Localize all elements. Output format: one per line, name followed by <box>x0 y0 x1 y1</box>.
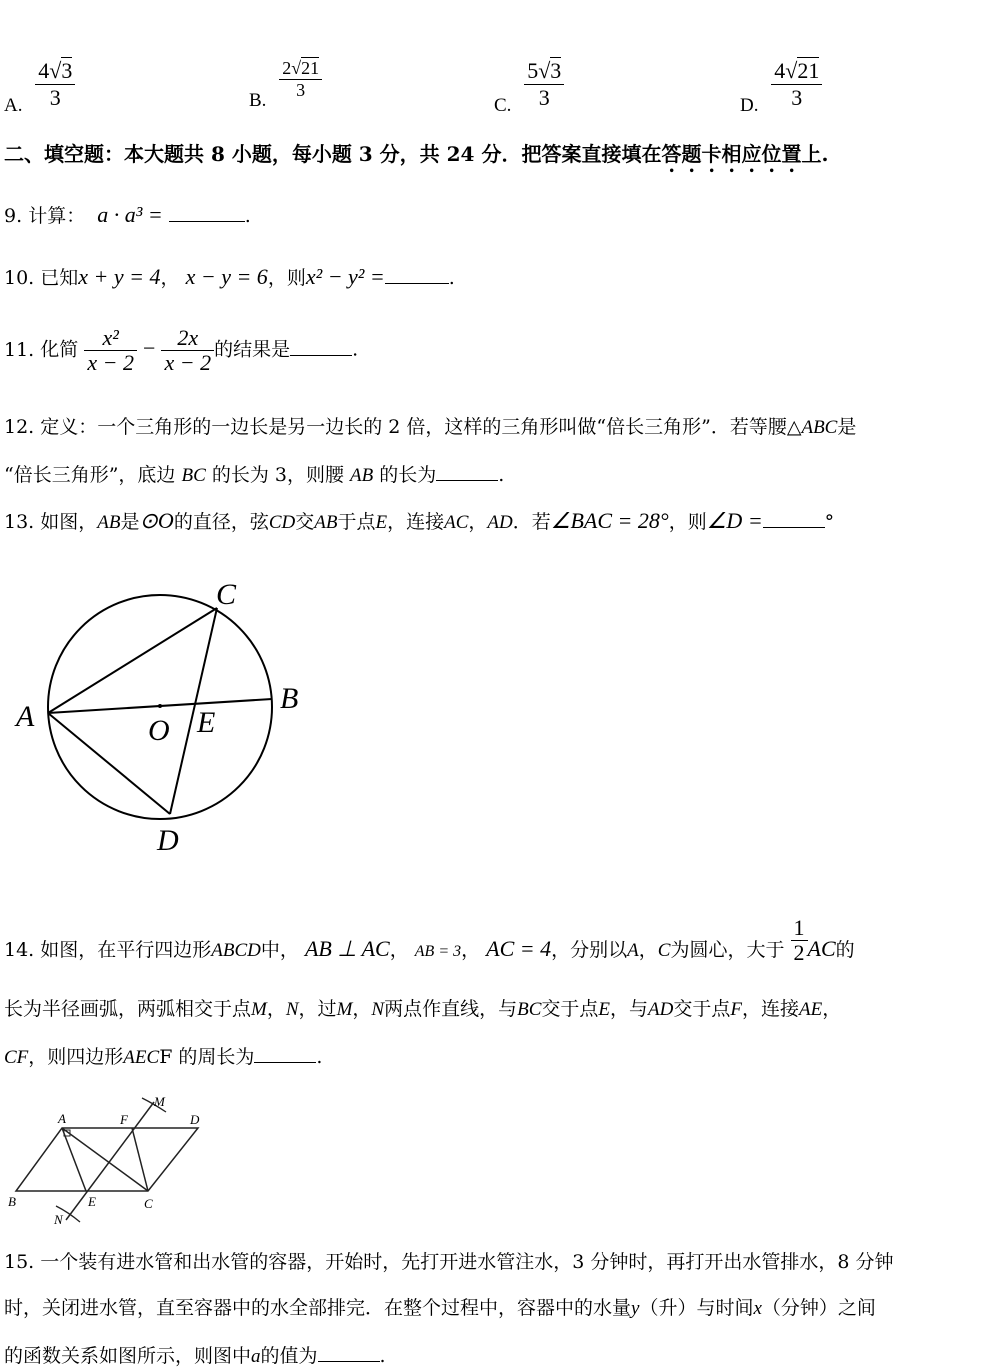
fraction: $\frac{1}{2}$ <box>791 916 808 965</box>
label-a: A <box>16 700 35 733</box>
emphasis-text: 答题卡相应位置 <box>661 142 802 166</box>
label-d: D <box>157 824 179 857</box>
label-d: D <box>190 1112 200 1127</box>
question-14-line-1: 14. 如图，在平行四边形ABCD中， AB ⊥ AC， $_{AB = 3}$， AC = 4，分别以A，C为圆心，大于 $\frac{1}{2}$ AC的 <box>4 915 855 965</box>
label-f: F <box>120 1112 128 1127</box>
option-fraction: $\frac{4√3}{3}$ <box>35 58 75 111</box>
question-15-line-2: 时，关闭进水管，直至容器中的水全部排完．在整个过程中，容器中的水量y（升）与时间x（分钟）之间 <box>4 1297 876 1319</box>
option-fraction: $\frac{4√21}{3}$ <box>771 58 822 111</box>
parallelogram-figure <box>4 1090 224 1235</box>
question-12-line-2: “倍长三角形”，底边 BC 的长为 3，则腰 AB 的长为 . <box>4 464 505 486</box>
label-b: B <box>8 1194 16 1209</box>
math-expression: x − y = 6 <box>185 264 268 289</box>
center-dot <box>158 704 162 708</box>
question-14-line-2: 长为半径画弧，两弧相交于点M，N，过M，N两点作直线，与BC交于点E，与AD交于点F，连接AE， <box>4 998 842 1020</box>
question-12-line-1: 12. 定义：一个三角形的一边长是另一边长的 2 倍，这样的三角形叫做“倍长三角形”．若等腰△ABC是 <box>4 416 857 438</box>
fraction: $\frac{2x}{x - 2}$ <box>161 326 214 375</box>
fraction: $\frac{\text{x²}}{x - 2}$ <box>84 326 137 375</box>
label-b: B <box>280 682 299 715</box>
question-15-line-1: 15. 一个装有进水管和出水管的容器，开始时，先打开进水管注水，3 分钟时，再打开出水管排水，8 分钟 <box>4 1251 894 1273</box>
answer-blank[interactable] <box>318 1359 380 1362</box>
answer-blank[interactable] <box>763 525 825 528</box>
circle-figure <box>10 570 330 870</box>
option-fraction: $\frac{5√3}{3}$ <box>524 58 564 111</box>
label-c: C <box>144 1196 153 1211</box>
answer-blank[interactable] <box>290 353 352 356</box>
label-e: E <box>197 706 216 739</box>
option-letter: C. <box>494 94 512 116</box>
label-c: C <box>216 578 237 611</box>
label-e: E <box>88 1194 96 1209</box>
option-c[interactable] <box>494 58 564 116</box>
section-title: 二、填空题：本大题共 8 小题，每小题 3 分，共 24 分．把答案直接填在答题卡相应位置上. <box>4 142 829 166</box>
math-expression: x² − y² = <box>305 264 385 289</box>
segment-ac <box>48 608 217 713</box>
option-d[interactable] <box>740 58 822 116</box>
question-9: 9. 计算： a · a³ = . <box>4 202 251 227</box>
option-fraction: $\frac{2√21}{3}$ <box>279 58 322 101</box>
label-m: M <box>154 1094 165 1109</box>
label-o: O <box>148 714 170 747</box>
math-expression: a · a³ = <box>97 202 163 227</box>
label-a: A <box>58 1111 66 1126</box>
question-13: 13. 如图，AB是⊙O的直径，弦CD交AB于点E，连接AC，AD．若∠BAC = 28°，则∠D = ° <box>4 508 835 533</box>
parallelogram-abcd <box>16 1128 198 1191</box>
math-expression: x + y = 4 <box>78 264 161 289</box>
answer-blank[interactable] <box>436 478 498 481</box>
option-letter: A. <box>4 94 23 116</box>
option-b[interactable] <box>249 58 322 111</box>
option-letter: B. <box>249 89 267 111</box>
question-10: 10. 已知x + y = 4， x − y = 6，则x² − y² = . <box>4 264 455 289</box>
question-11: 11. 化简 $\frac{\text{x²}}{x - 2}$ − $\frac{2x}{x - 2}$ 的结果是 . <box>4 325 359 375</box>
question-14-line-3: CF，则四边形AECF 的周长为 . <box>4 1046 323 1068</box>
option-a[interactable] <box>4 58 75 116</box>
question-15-line-3: 的函数关系如图所示，则图中a的值为 . <box>4 1345 386 1367</box>
option-letter: D. <box>740 94 759 116</box>
answer-blank[interactable] <box>385 281 449 284</box>
answer-blank[interactable] <box>169 219 245 222</box>
answer-blank[interactable] <box>254 1060 316 1063</box>
label-n: N <box>54 1212 63 1227</box>
